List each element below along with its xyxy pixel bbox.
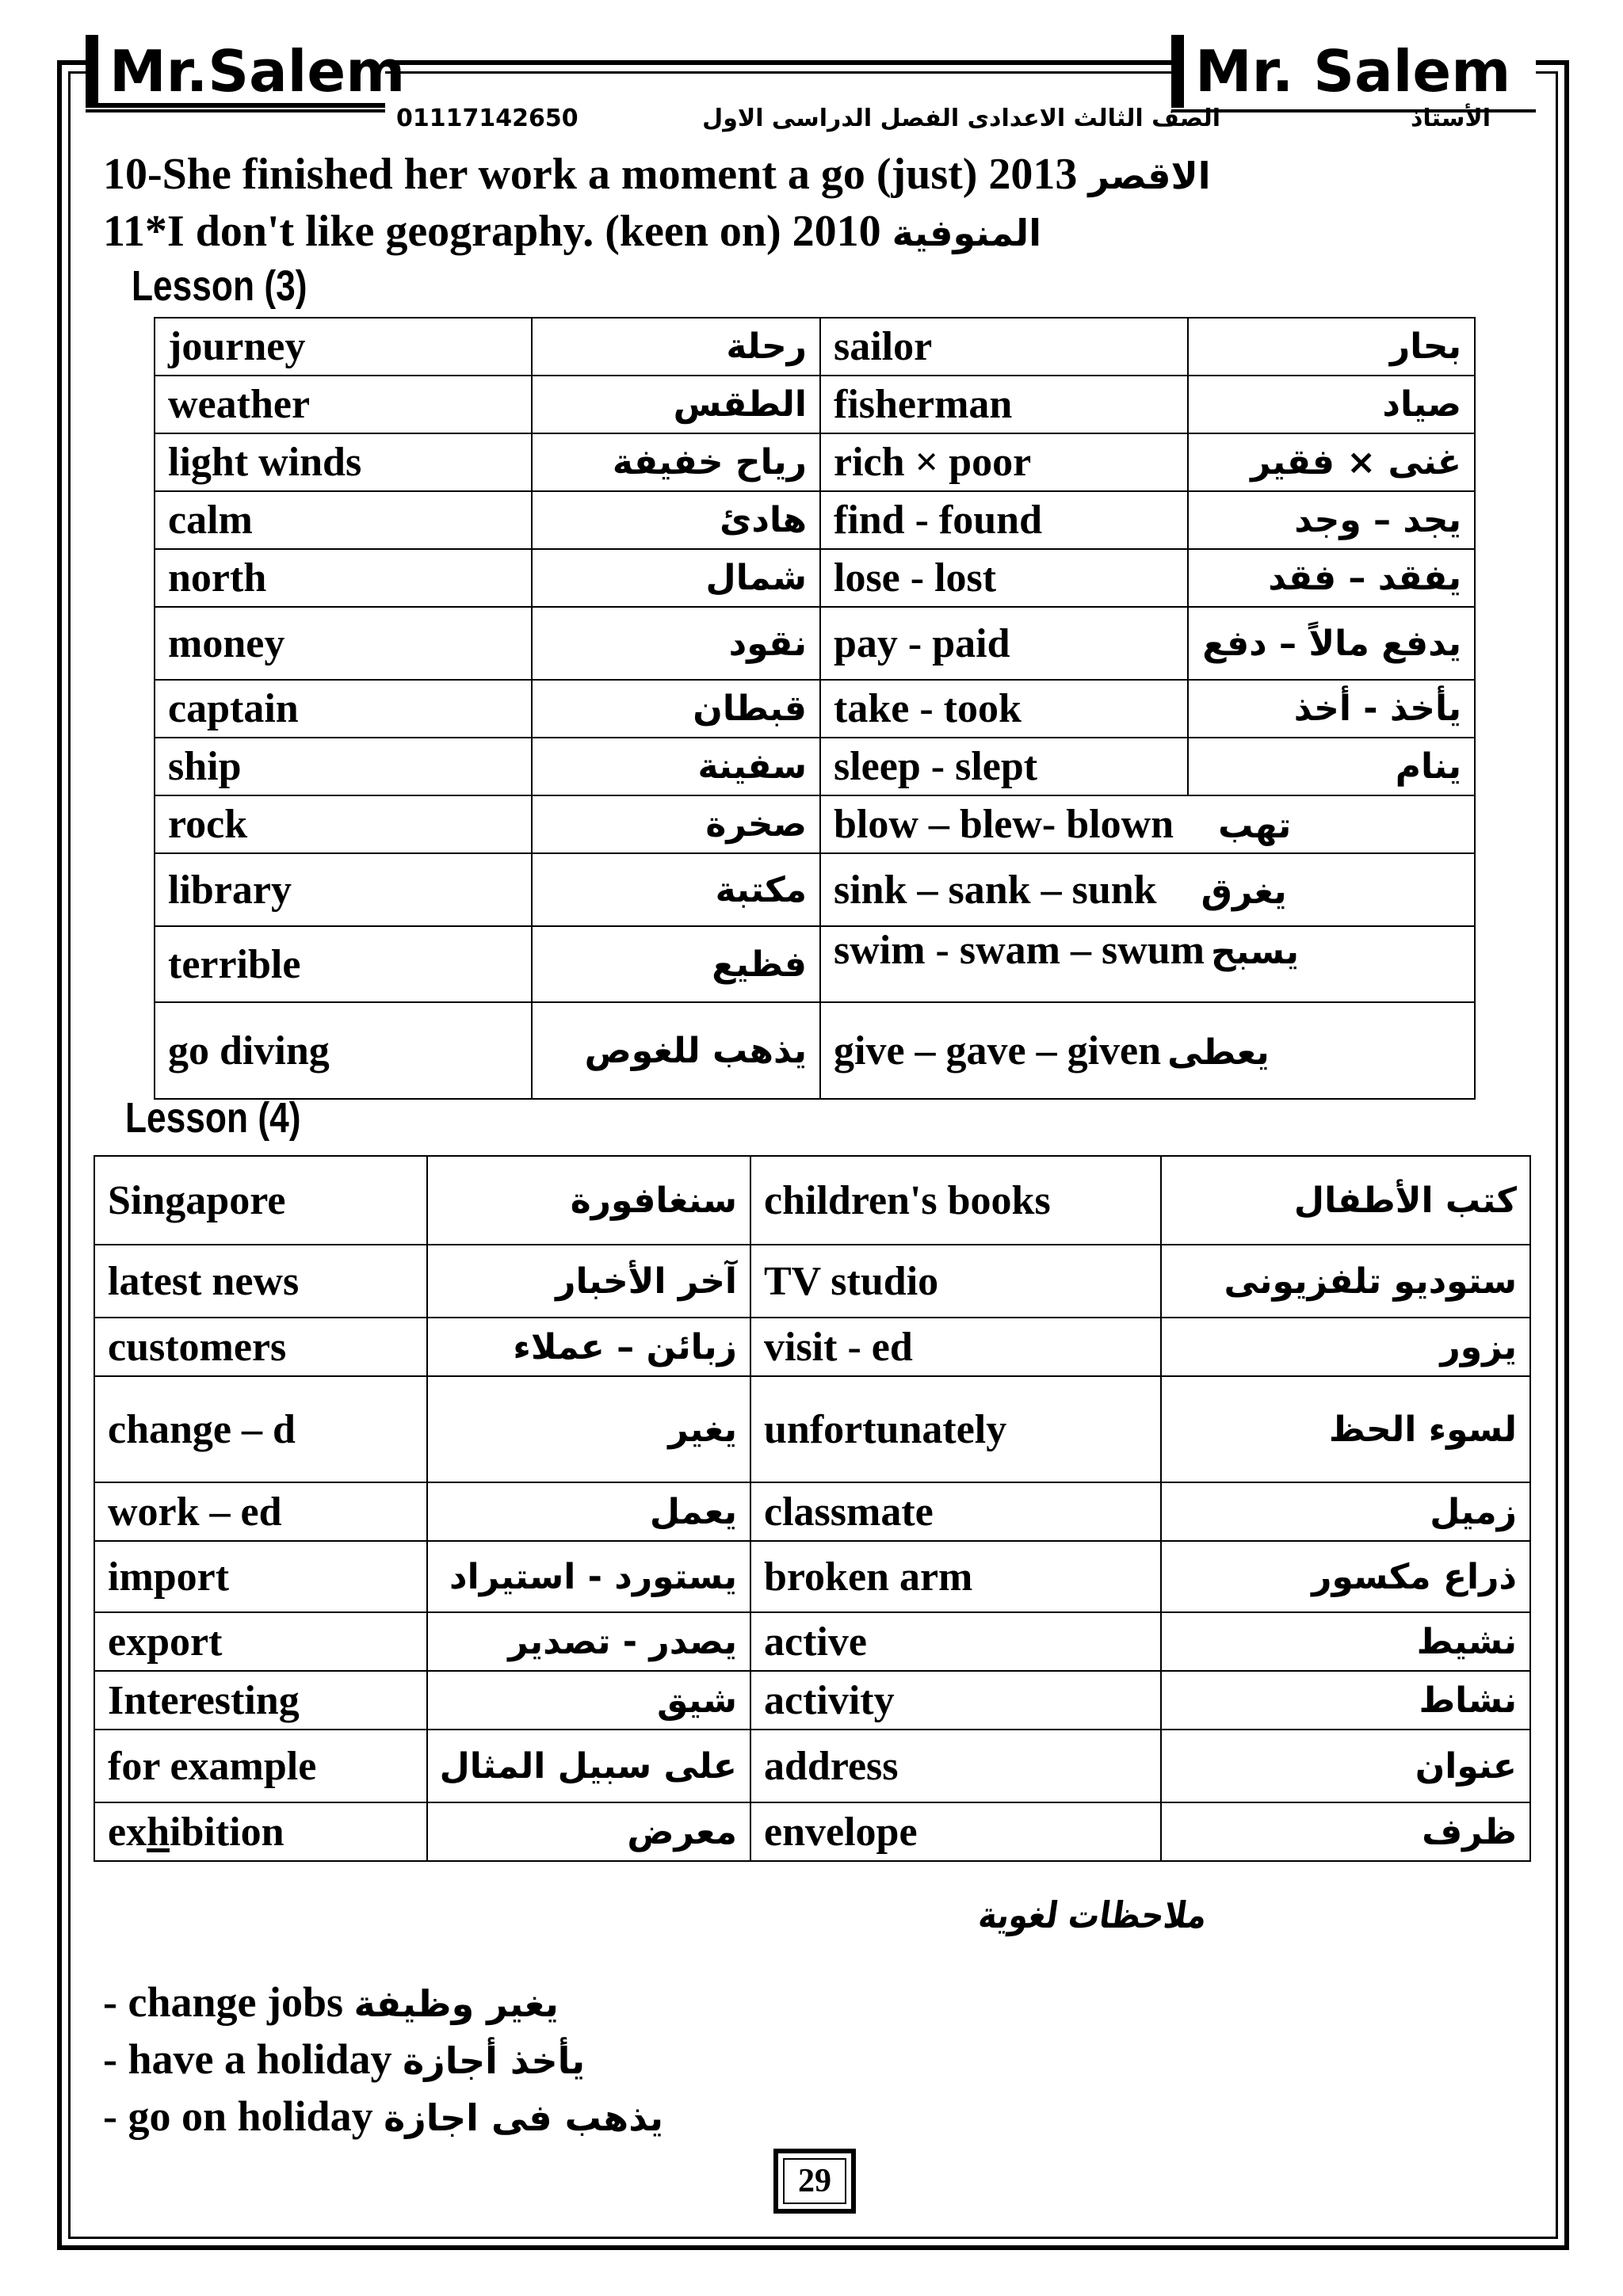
arabic-meaning: على سبيل المثال [427,1730,750,1802]
arabic-meaning: زميل [1161,1482,1530,1541]
lesson3-row [155,607,1475,680]
note-item-1-ar: يغير وظيفة [353,1982,559,2025]
lesson4-row [94,1482,1530,1541]
exercise-10-en: 10-She finished her work a moment a go (just) 2013 [103,150,1078,199]
english-term: classmate [750,1482,1161,1541]
arabic-meaning-inline: تهب [1218,806,1292,846]
lesson3-row [155,433,1475,491]
english-term: calm [155,491,532,549]
lesson3-row [155,318,1475,376]
page-number-box [773,2149,856,2214]
arabic-meaning: يصدر - تصدير [427,1612,750,1671]
lesson4-row [94,1318,1530,1376]
lesson3-row [155,926,1475,1002]
english-term [94,1802,427,1861]
english-term: latest news [94,1245,427,1318]
english-term-text: give – gave – given [834,1028,1162,1074]
lesson4-row [94,1671,1530,1730]
english-term: children's books [750,1156,1161,1245]
english-term: north [155,549,532,607]
arabic-meaning: يجد – وجد [1188,491,1475,549]
lesson4-row [94,1541,1530,1612]
lesson-4-table [94,1155,1531,1862]
english-term: change – d [94,1376,427,1482]
arabic-meaning: قبطان [532,680,820,738]
arabic-meaning: معرض [427,1802,750,1861]
grade-term-label: الصف الثالث الاعدادى الفصل الدراسى الاول [702,105,1220,132]
english-term: sailor [820,318,1188,376]
english-term: active [750,1612,1161,1671]
english-term: pay - paid [820,607,1188,680]
english-term [820,795,1475,853]
arabic-meaning-inline: يعطى [1167,1032,1270,1073]
logo-left: Mr.Salem [86,35,385,108]
english-term: take - took [820,680,1188,738]
note-item-3-en: - go on holiday [103,2092,373,2140]
arabic-meaning: كتب الأطفال [1161,1156,1530,1245]
note-item-1 [103,1978,559,2027]
english-term: journey [155,318,532,376]
arabic-meaning: ذراع مكسور [1161,1541,1530,1612]
english-term-text: swim - swam – swum [834,928,1205,973]
english-term: light winds [155,433,532,491]
english-term [820,853,1475,926]
lesson-4-title: Lesson (4) [125,1094,301,1142]
note-item-3-ar: يذهب فى اجازة [384,2096,664,2139]
english-term: find - found [820,491,1188,549]
lesson3-row [155,738,1475,795]
english-term: work – ed [94,1482,427,1541]
english-term: Interesting [94,1671,427,1730]
arabic-meaning: زبائن – عملاء [427,1318,750,1376]
english-term: unfortunately [750,1376,1161,1482]
english-term: library [155,853,532,926]
english-term: fisherman [820,376,1188,433]
arabic-meaning: هادئ [532,491,820,549]
arabic-meaning: يذهب للغوص [532,1002,820,1099]
arabic-meaning: نشيط [1161,1612,1530,1671]
english-term: ship [155,738,532,795]
arabic-meaning: سفينة [532,738,820,795]
note-item-2-ar: يأخذ أجازة [403,2039,586,2082]
arabic-meaning: شيق [427,1671,750,1730]
lesson3-row [155,680,1475,738]
english-term-text: blow – blew- blown [834,802,1174,847]
lesson-3-table [154,317,1476,1100]
arabic-meaning: عنوان [1161,1730,1530,1802]
english-term [820,926,1475,1002]
english-term-part: ex [108,1809,147,1855]
note-item-2 [103,2035,585,2084]
arabic-meaning-inline: يغرق [1201,871,1287,912]
arabic-meaning: يزور [1161,1318,1530,1376]
arabic-meaning: بحار [1188,318,1475,376]
exercise-10 [103,149,1211,200]
arabic-meaning: يدفع مالاً – دفع [1188,607,1475,680]
lesson3-row [155,853,1475,926]
arabic-meaning: ستوديو تلفزيونى [1161,1245,1530,1318]
arabic-meaning: غنى × فقير [1188,433,1475,491]
arabic-meaning: يغير [427,1376,750,1482]
arabic-meaning: صياد [1188,376,1475,433]
english-term: visit - ed [750,1318,1161,1376]
note-item-2-en: - have a holiday [103,2035,392,2083]
exercise-11-ar: المنوفية [892,212,1041,254]
lesson4-row [94,1156,1530,1245]
note-item-3 [103,2092,663,2141]
arabic-meaning: شمال [532,549,820,607]
arabic-meaning: نقود [532,607,820,680]
english-term: import [94,1541,427,1612]
arabic-meaning: لسوء الحظ [1161,1376,1530,1482]
lesson4-row [94,1612,1530,1671]
english-term: money [155,607,532,680]
english-term: rock [155,795,532,853]
english-term-part: ibition [170,1809,285,1855]
arabic-meaning-inline: يسبح [1211,932,1299,972]
lesson3-row [155,491,1475,549]
english-term: sleep - slept [820,738,1188,795]
lesson3-row [155,549,1475,607]
arabic-meaning: يأخذ - أخذ [1188,680,1475,738]
lesson3-row [155,795,1475,853]
arabic-meaning: يفقد – فقد [1188,549,1475,607]
exercise-11-en: 11*I don't like geography. (keen on) 2010 [103,207,881,256]
english-term: lose - lost [820,549,1188,607]
lesson3-row [155,376,1475,433]
lesson4-row [94,1376,1530,1482]
arabic-meaning: صخرة [532,795,820,853]
page-number: 29 [798,2163,831,2199]
arabic-meaning: ينام [1188,738,1475,795]
arabic-meaning: رياح خفيفة [532,433,820,491]
english-term: Singapore [94,1156,427,1245]
logo-right: Mr. Salem [1171,35,1536,108]
page-number-inner-border [783,2158,846,2204]
teacher-label: الأستاذ [1411,105,1491,132]
arabic-meaning: يعمل [427,1482,750,1541]
english-term: terrible [155,926,532,1002]
arabic-meaning: نشاط [1161,1671,1530,1730]
english-term: customers [94,1318,427,1376]
note-item-1-en: - change jobs [103,1978,344,2026]
arabic-meaning: فظيع [532,926,820,1002]
english-term: activity [750,1671,1161,1730]
english-term: weather [155,376,532,433]
arabic-meaning: رحلة [532,318,820,376]
lesson-3-title: Lesson (3) [132,262,307,310]
phone-number: 01117142650 [396,105,579,132]
exercise-10-ar: الاقصر [1088,154,1211,197]
english-term-text: sink – sank – sunk [834,867,1157,913]
arabic-meaning: يستورد - استيراد [427,1541,750,1612]
arabic-meaning: ظرف [1161,1802,1530,1861]
english-term [820,1002,1475,1099]
english-term: go diving [155,1002,532,1099]
english-term-underlined-letter: h [147,1809,170,1855]
arabic-meaning: الطقس [532,376,820,433]
lesson3-row [155,1002,1475,1099]
english-term: export [94,1612,427,1671]
english-term: rich × poor [820,433,1188,491]
english-term: broken arm [750,1541,1161,1612]
lesson4-row [94,1802,1530,1861]
arabic-meaning: سنغافورة [427,1156,750,1245]
english-term: envelope [750,1802,1161,1861]
arabic-meaning: آخر الأخبار [427,1245,750,1318]
exercise-11 [103,206,1041,257]
english-term: address [750,1730,1161,1802]
lesson4-row [94,1245,1530,1318]
language-notes-title: ملاحظات لغوية [976,1894,1210,1936]
english-term: captain [155,680,532,738]
english-term: TV studio [750,1245,1161,1318]
english-term: for example [94,1730,427,1802]
arabic-meaning: مكتبة [532,853,820,926]
lesson4-row [94,1730,1530,1802]
